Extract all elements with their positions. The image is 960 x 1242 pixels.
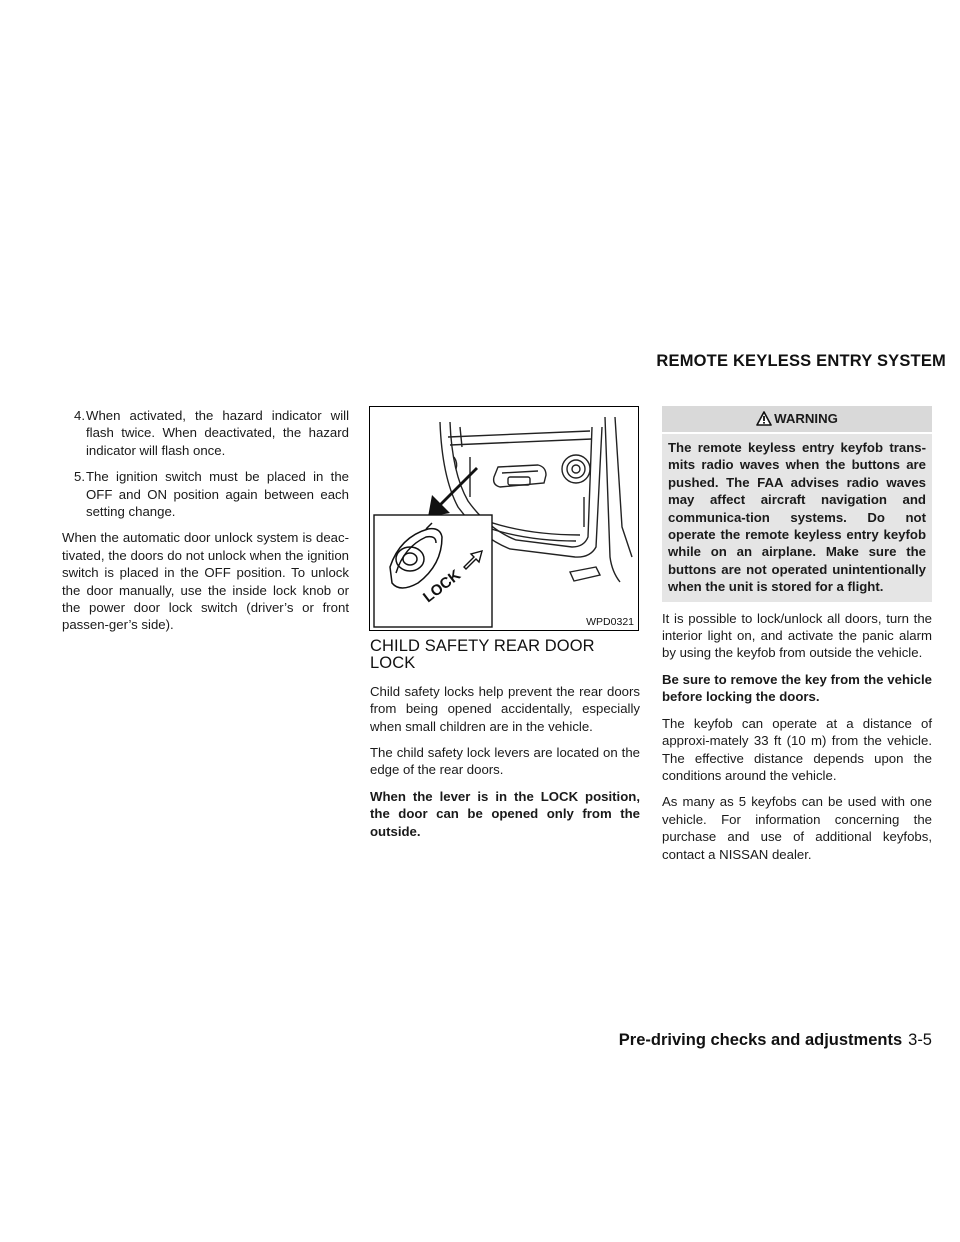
list-text: The ignition switch must be placed in the OFF and ON position again between each setting change.	[86, 469, 349, 520]
paragraph-door-unlock: When the automatic door unlock system is deac-tivated, the doors do not unlock when the ignition switch is placed in the OFF position. To unlock the door manually, use the inside lock knob or the power door lock switch (driver’s or front passen-ger’s side).	[62, 530, 349, 633]
door-illustration	[370, 407, 639, 631]
section-title: REMOTE KEYLESS ENTRY SYSTEM	[656, 352, 946, 370]
column-right	[662, 406, 932, 872]
list-item	[62, 468, 349, 520]
figure-code: WPD0321	[586, 616, 634, 628]
list-item	[62, 407, 349, 459]
column-left	[62, 407, 349, 643]
paragraph-lever-location: The child safety lock levers are located on the edge of the rear doors.	[370, 745, 640, 778]
paragraph-lock-position: When the lever is in the LOCK position, the door can be opened only from the outside.	[370, 788, 640, 839]
paragraph-child-locks: Child safety locks help prevent the rear doors from being opened accidentally, especially when small children are in the vehicle.	[370, 683, 640, 734]
paragraph-keyfob-count: As many as 5 keyfobs can be used with one vehicle. For information concerning the purchase and use of additional keyfobs, contact a NISSAN dealer.	[662, 794, 932, 862]
warning-title: WARNING	[774, 411, 838, 426]
list-text: When activated, the hazard indicator will flash twice. When deactivated, the hazard indicator will flash once.	[86, 408, 349, 458]
chapter-title: Pre-driving checks and adjustments	[618, 1031, 903, 1049]
warning-icon	[756, 409, 772, 435]
column-middle	[370, 638, 640, 849]
page-footer	[619, 1031, 932, 1050]
warning-body: The remote keyless entry keyfob trans-mits radio waves when the buttons are pushed. The FAA advises radio waves may affect aircraft navigation and communica-tion systems. Do not operate the remote keyless entry keyfob while on an airplane. Make sure the buttons are not operated unintentionally when the unit is stored for a flight.	[662, 434, 932, 602]
page-number: 3-5	[908, 1031, 932, 1049]
child-lock-figure	[369, 406, 639, 631]
paragraph-keyfob-range: The keyfob can operate at a distance of approxi-mately 33 ft (10 m) from the vehicle. The effective distance depends upon the conditions around the vehicle.	[662, 715, 932, 783]
paragraph-keyfob-functions: It is possible to lock/unlock all doors, turn the interior light on, and activate the panic alarm by using the keyfob from outside the vehicle.	[662, 610, 932, 661]
warning-header	[662, 406, 932, 432]
list-number: 5.	[74, 469, 85, 485]
heading-child-safety: CHILD SAFETY REAR DOOR LOCK	[370, 637, 595, 673]
lock-label: LOCK	[419, 566, 464, 607]
paragraph-remove-key: Be sure to remove the key from the vehicle before locking the doors.	[662, 671, 932, 705]
list-number: 4.	[74, 408, 85, 423]
